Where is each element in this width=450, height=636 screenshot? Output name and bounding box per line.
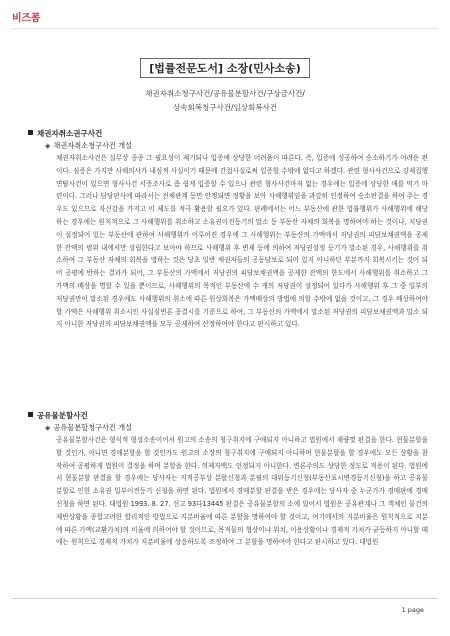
bizform-logo[interactable]: 비즈폼 bbox=[12, 13, 41, 24]
diamond-bullet-icon: ◈ bbox=[45, 424, 51, 432]
section-body-partition: 공유물분할사건은 형식적 형성소송이어서 원고의 소송의 청구취지에 구애되지 아니하고 법원에서 재량껏 판결을 한다. 현물분할을 할 것인가, 아니면 경매분할을 할 것인가도 원고의 소장의 청구취지에 구애되지 아니하며 현물분할을 할 경우에도 모든 상황을 참작하여 공평하게 법원이 결정을 하며 분할을 한다. 의제자백도 인정되지 아니한다. 변론주의도 상당한 정도로 적용이 된다. 법원에서 현물분할 판결을 할 경우에는 당사자는 지적공부상 분할신청과 분필의 대위등기신청(부동산표시변경등기신청)을 하고 공유물분할로 인한 소유권 일부이전등기 신청을 하면 된다. 법원에서 경매분할 판결을 받은 경우에는 당사자 중 누군가가 경매판에 경매신청을 하면 된다. 대법원 1993. 8. 27. 선고 93다13445 판결은 공유물분할의 소에 있어서 법원은 공유관계나 그 객체인 물건의 제반상황을 종합고려한 합리적인 방법으로 지분비율에 따른 분할을 명하여야 할 것이고, 여기에서의 지분비율은 원칙적으로 지분에 따른 가액(교환가치)의 비율에 의하여야 할 것이므로, 목적물의 형상이나 위치, 이용상황이나 경제적 가치가 균등하지 아니할 때에는 원칙으로 경제적 가치가 지분비율에 상응하도록 조정하여 그 분할을 명하여야 한다고 판시하고 있다. 대법원 bbox=[56, 436, 428, 547]
section-body-creditor-revocation: 채권자취소사건은 실무상 종종 그 필요성이 제기되나 입증에 상당한 어려움이 따른다. 즉, 입증에 성공하여 승소하기가 어려운 편이다. 심증은 가지만 사해의사가 내심적 사실이기 때문에 간접사실로써 입증할 수밖에 없다고 하겠다. 관련 형사사건으로 강제집행면탈사건이 있으면 형사사건 서증조사로 좀 쉽게 입증할 수 있으나 관련 형사사건마저 없는 경우에는 입증에 상당한 애를 먹기 마련이다. 그러나 담당판사에 따라서는 전체관계 등만 안정되면 정황을 보아 사해행위임을 과감히 인정하여 승소판결을 하여 주는 경우도 있으므로 자신감을 가지고 이 제도를 적극 활용할 필요가 있다. 판례에서는 어느 부동산에 관한 법률행위가 사해행위에 해당하는 경우에는 원칙적으로 그 사해행위를 취소하고 소유권이전등기의 말소 등 부동산 자체의 회복을 명하여야 하는 것이나, 저당권이 설정되어 있는 부동산에 관하여 사해행위가 이루어진 경우에 그 사해행위는 부동산의 가액에서 저당권의 피담보채권액을 공제한 잔액의 범위 내에서만 성립한다고 보아야 하므로 사해행위 후 변제 등에 의하여 저당권설정 등기가 말소된 경우, 사해행위를 취소하여 그 부동산 자체의 회복을 명하는 것은 당초 일반 채권자들의 공동담보로 되어 있지 아니하던 부분까지 회복시키는 것이 되어 공평에 반하는 결과가 되어, 그 부동산의 가액에서 저당권의 피담보채권액을 공제한 잔액의 한도에서 사해행위를 취소하고 그 가액의 배상을 명할 수 있을 뿐이므로, 사해행위의 목적인 부동산에 수 개의 저당권이 설정되어 있다가 사해행위 후 그 중 일부의 저당권만이 말소된 경우에도 사해행위의 취소에 따른 원상회복은 가액배상의 방법에 의할 수밖에 없을 것이고, 그 경우 배상하여야 할 가액은 사해행위 취소시인 사실심변론 종결시를 기준으로 하여, 그 부동산의 가액에서 말소된 저당권의 피담보채권액과 말소 되지 아니한 저당권의 피담보채권액을 모두 공제하여 산정하여야 한다고 판시하고 있다. bbox=[56, 154, 428, 329]
section-heading-text: 채권자취소권구사건 bbox=[37, 129, 103, 138]
subheading-text: 채권자취소청구사건 개설 bbox=[53, 141, 133, 150]
subheading-partition bbox=[45, 423, 132, 433]
document-subtitle-line-2: 상속회복청구사건/임상회복사건 bbox=[173, 103, 277, 112]
subheading-creditor-revocation bbox=[45, 141, 132, 151]
subheading-text: 공유물분할청구사건 개설 bbox=[53, 423, 133, 432]
section-heading-text: 공유물분할사건 bbox=[37, 411, 88, 420]
document-title: [법률전문도서] 소장(민사소송) bbox=[140, 58, 310, 78]
section-heading-partition bbox=[28, 410, 88, 421]
page-number: 1 page bbox=[401, 606, 424, 614]
diamond-bullet-icon: ◈ bbox=[45, 142, 51, 150]
square-bullet-icon bbox=[28, 130, 33, 135]
header-divider bbox=[12, 28, 438, 29]
footer-divider bbox=[12, 598, 438, 599]
section-heading-creditor-revocation bbox=[28, 128, 102, 139]
square-bullet-icon bbox=[28, 412, 33, 417]
document-subtitle-line-1: 채권자취소청구사건/공유물분할사건/구상금사건/ bbox=[145, 89, 305, 98]
